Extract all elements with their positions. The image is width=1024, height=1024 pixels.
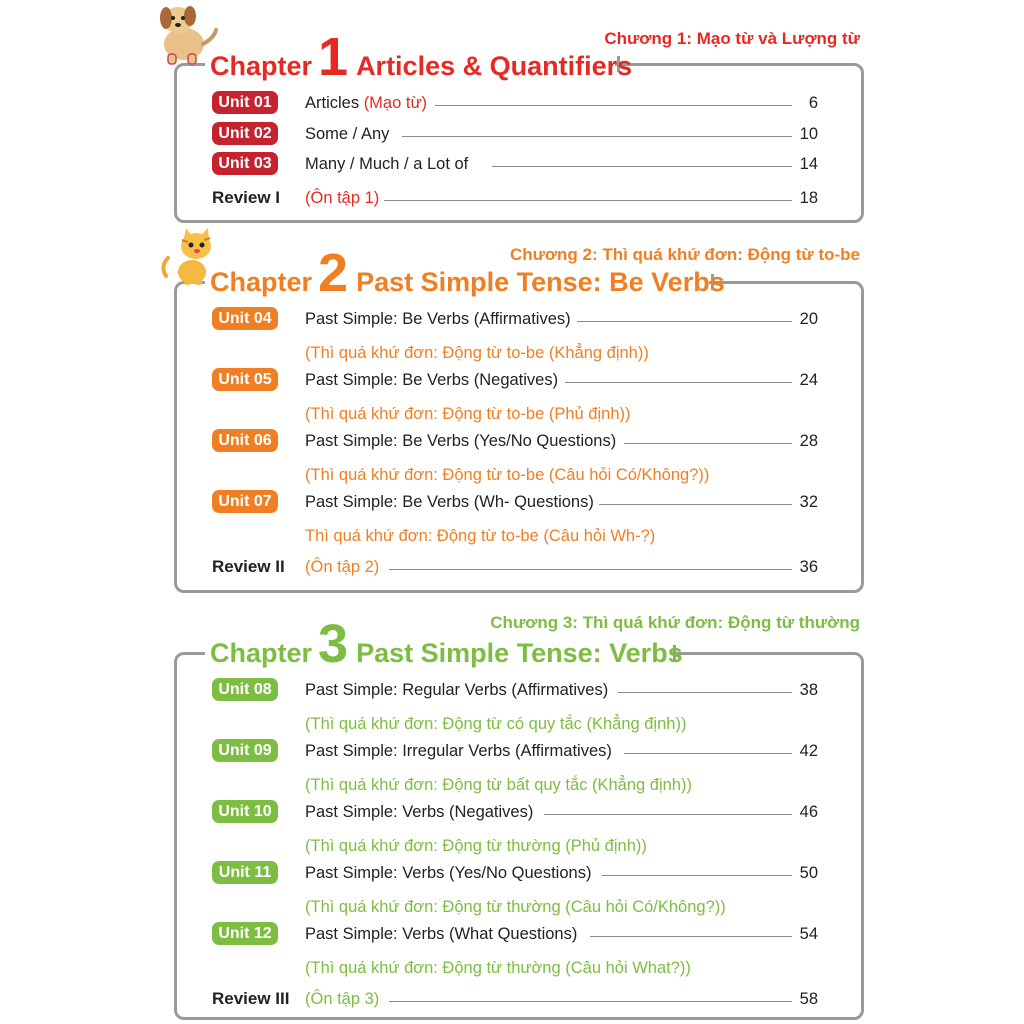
- entry-translation: (Thì quá khứ đơn: Động từ to-be (Phủ định)): [305, 405, 631, 423]
- entry-title: Past Simple: Be Verbs (Wh- Questions): [305, 493, 594, 511]
- toc-entry-translation: [0, 402, 1024, 426]
- leader-line: [602, 875, 792, 876]
- entry-translation: (Thì quá khứ đơn: Động từ thường (Câu hỏi Có/Không?)): [305, 898, 726, 916]
- leader-line: [565, 382, 792, 383]
- toc-entry-translation: [0, 463, 1024, 487]
- chapter-2-subtitle: Chương 2: Thì quá khứ đơn: Động từ to-be: [509, 245, 860, 264]
- page-number: 6: [808, 94, 818, 112]
- leader-line: [624, 753, 792, 754]
- toc-review-entry[interactable]: [0, 186, 1024, 210]
- page-number: 24: [799, 371, 818, 389]
- unit-badge: Unit 01: [212, 91, 278, 114]
- leader-line: [492, 166, 792, 167]
- page-number: 32: [799, 493, 818, 511]
- toc-entry[interactable]: [0, 861, 1024, 885]
- toc-entry[interactable]: [0, 678, 1024, 702]
- leader-line: [389, 569, 792, 570]
- toc-entry[interactable]: [0, 800, 1024, 824]
- leader-line: [599, 504, 792, 505]
- chapter-word: Chapter: [210, 267, 313, 297]
- unit-badge: Unit 12: [212, 922, 278, 945]
- review-label: Review III: [212, 989, 290, 1008]
- leader-line: [618, 692, 792, 693]
- unit-badge: Unit 11: [212, 861, 278, 884]
- chapter-name: Articles & Quantifiers: [356, 51, 633, 81]
- entry-title: Many / Much / a Lot of: [305, 155, 469, 173]
- entry-title: Past Simple: Regular Verbs (Affirmatives): [305, 681, 609, 699]
- entry-translation: Thì quá khứ đơn: Động từ to-be (Câu hỏi Wh-?): [305, 527, 656, 545]
- leader-line: [402, 136, 792, 137]
- page-number: 50: [799, 864, 818, 882]
- chapter-name: Past Simple Tense: Be Verbs: [356, 267, 725, 297]
- toc-entry[interactable]: [0, 429, 1024, 453]
- entry-translation: (Ôn tập 3): [305, 990, 380, 1008]
- chapter-1-subtitle: Chương 1: Mạo từ và Lượng từ: [604, 29, 860, 48]
- unit-badge: Unit 05: [212, 368, 278, 391]
- leader-line: [544, 814, 792, 815]
- entry-translation: (Thì quá khứ đơn: Động từ to-be (Câu hỏi Có/Không?)): [305, 466, 710, 484]
- page-number: 58: [799, 990, 818, 1008]
- page-number: 18: [799, 189, 818, 207]
- page-number: 20: [799, 310, 818, 328]
- entry-title: Past Simple: Verbs (What Questions): [305, 925, 578, 943]
- entry-title: Past Simple: Be Verbs (Negatives): [305, 371, 559, 389]
- toc-entry[interactable]: [0, 307, 1024, 331]
- toc-entry-translation: [0, 895, 1024, 919]
- chapter-number: 3: [318, 614, 349, 674]
- review-label: Review II: [212, 557, 285, 576]
- entry-title: Past Simple: Be Verbs (Yes/No Questions): [305, 432, 617, 450]
- toc-entry-translation: [0, 524, 1024, 548]
- unit-badge: Unit 09: [212, 739, 278, 762]
- chapter-number: 1: [318, 27, 349, 87]
- page-number: 10: [799, 125, 818, 143]
- entry-translation: (Thì quá khứ đơn: Động từ thường (Câu hỏi What?)): [305, 959, 691, 977]
- entry-title: Past Simple: Verbs (Negatives): [305, 803, 534, 821]
- toc-entry-translation: [0, 773, 1024, 797]
- leader-line: [389, 1001, 792, 1002]
- chapter-word: Chapter: [210, 638, 313, 668]
- toc-entry-translation: [0, 956, 1024, 980]
- toc-entry[interactable]: [0, 368, 1024, 392]
- toc-entry[interactable]: [0, 91, 1024, 115]
- page-number: 36: [799, 558, 818, 576]
- page-number: 38: [799, 681, 818, 699]
- toc-entry[interactable]: [0, 122, 1024, 146]
- unit-badge: Unit 07: [212, 490, 278, 513]
- entry-translation: (Ôn tập 2): [305, 558, 380, 576]
- chapter-3-subtitle: Chương 3: Thì quá khứ đơn: Động từ thường: [490, 613, 860, 632]
- review-label: Review I: [212, 188, 281, 207]
- toc-entry-translation: [0, 712, 1024, 736]
- entry-translation: (Thì quá khứ đơn: Động từ bất quy tắc (Khẳng định)): [305, 776, 692, 794]
- chapter-1-title: [210, 27, 633, 87]
- entry-title: Past Simple: Irregular Verbs (Affirmatives): [305, 742, 612, 760]
- unit-badge: Unit 02: [212, 122, 278, 145]
- entry-title: Articles (Mạo từ): [305, 94, 427, 112]
- unit-badge: Unit 03: [212, 152, 278, 175]
- toc-entry[interactable]: [0, 490, 1024, 514]
- entry-translation: (Mạo từ): [363, 94, 427, 112]
- entry-translation: (Thì quá khứ đơn: Động từ thường (Phủ định)): [305, 837, 647, 855]
- entry-translation: (Ôn tập 1): [305, 189, 380, 207]
- page-number: 54: [799, 925, 818, 943]
- entry-translation: (Thì quá khứ đơn: Động từ to-be (Khẳng định)): [305, 344, 649, 362]
- leader-line: [590, 936, 792, 937]
- leader-line: [624, 443, 792, 444]
- toc-entry-translation: [0, 834, 1024, 858]
- toc-entry[interactable]: [0, 922, 1024, 946]
- unit-badge: Unit 04: [212, 307, 278, 330]
- entry-title: Past Simple: Be Verbs (Affirmatives): [305, 310, 571, 328]
- page-number: 14: [799, 155, 818, 173]
- unit-badge: Unit 10: [212, 800, 278, 823]
- leader-line: [577, 321, 792, 322]
- unit-badge: Unit 06: [212, 429, 278, 452]
- chapter-name: Past Simple Tense: Verbs: [356, 638, 683, 668]
- toc-review-entry[interactable]: [0, 987, 1024, 1011]
- page-number: 46: [799, 803, 818, 821]
- entry-translation: (Thì quá khứ đơn: Động từ có quy tắc (Khẳng định)): [305, 715, 687, 733]
- toc-entry[interactable]: [0, 739, 1024, 763]
- leader-line: [384, 200, 792, 201]
- page-number: 28: [799, 432, 818, 450]
- entry-title: Past Simple: Verbs (Yes/No Questions): [305, 864, 592, 882]
- toc-review-entry[interactable]: [0, 555, 1024, 579]
- unit-badge: Unit 08: [212, 678, 278, 701]
- toc-entry[interactable]: [0, 152, 1024, 176]
- toc-entry-translation: [0, 341, 1024, 365]
- entry-title: Some / Any: [305, 125, 390, 143]
- page-number: 42: [799, 742, 818, 760]
- chapter-number: 2: [318, 243, 349, 303]
- chapter-word: Chapter: [210, 51, 313, 81]
- leader-line: [435, 105, 792, 106]
